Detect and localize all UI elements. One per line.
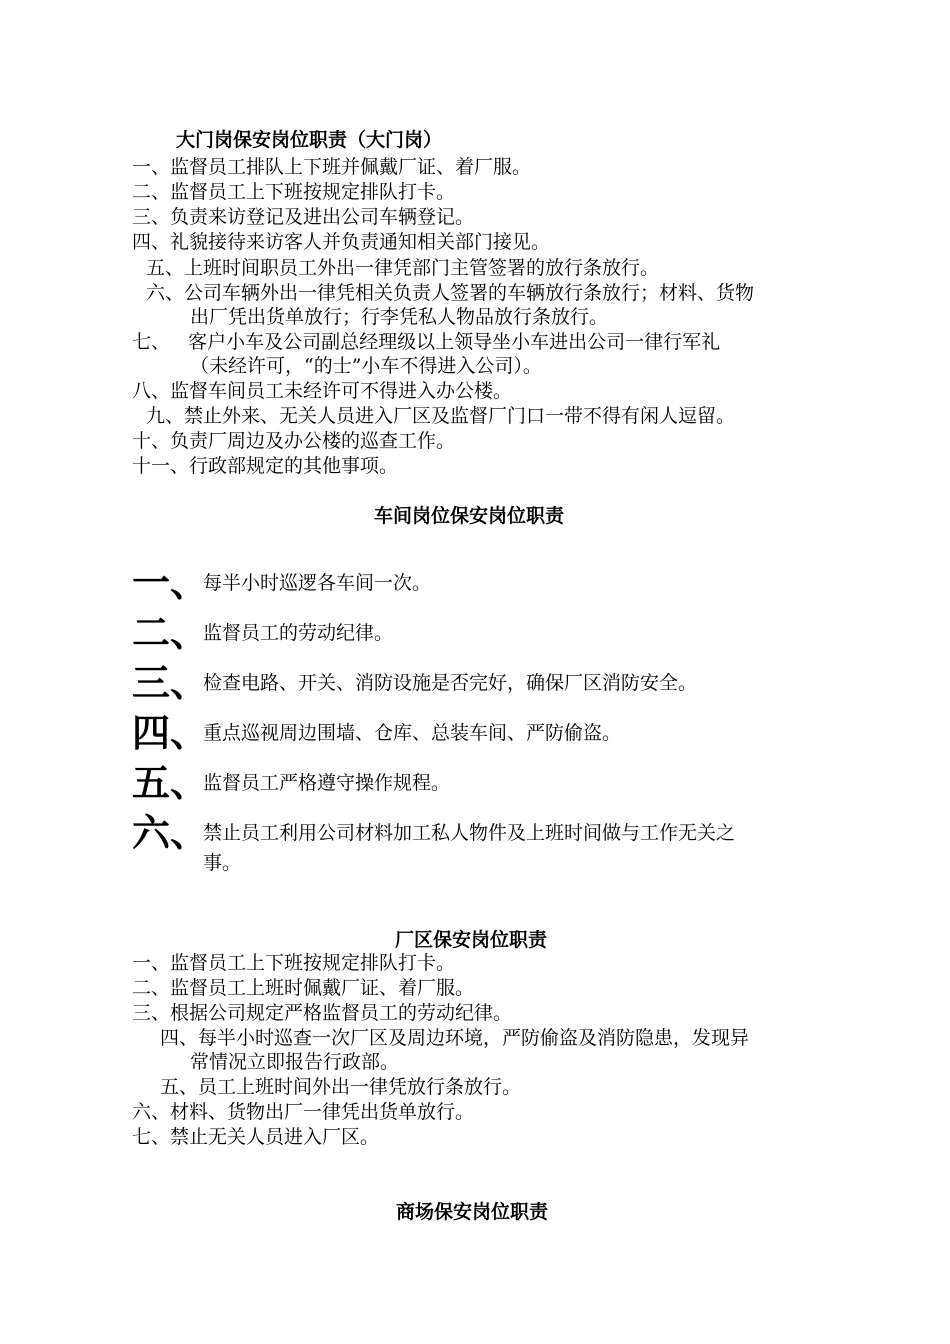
section1-item: 二、监督员工上下班按规定排队打卡。: [132, 181, 456, 203]
section2-text: 监督员工严格遵守操作规程。: [203, 772, 451, 794]
section3-item: 六、材料、货物出厂一律凭出货单放行。: [132, 1101, 475, 1123]
section2-num: 六、: [132, 810, 209, 855]
section3-title: 厂区保安岗位职责: [395, 929, 548, 951]
section2-text: 重点巡视周边围墙、仓库、总装车间、严防偷盗。: [203, 722, 622, 744]
section2-num: 五、: [132, 760, 209, 805]
section3-item: 一、监督员工上下班按规定排队打卡。: [132, 952, 456, 974]
section3-item: 七、禁止无关人员进入厂区。: [132, 1126, 380, 1148]
section2-text: 每半小时巡逻各车间一次。: [203, 572, 432, 594]
section1-item-cont: （未经许可，“的士”小车不得进入公司）。: [190, 355, 542, 377]
section1-item: 三、负责来访登记及进出公司车辆登记。: [132, 206, 475, 228]
section1-item: 六、公司车辆外出一律凭相关负责人签署的车辆放行条放行；材料、货物: [146, 282, 755, 304]
section3-item: 五、员工上班时间外出一律凭放行条放行。: [160, 1076, 522, 1098]
section2-text: 禁止员工利用公司材料加工私人物件及上班时间做与工作无关之: [203, 822, 736, 844]
section2-title: 车间岗位保安岗位职责: [374, 505, 565, 527]
section1-item-cont: 出厂凭出货单放行；行李凭私人物品放行条放行。: [190, 306, 609, 328]
section2-text-cont: 事。: [203, 852, 242, 874]
section1-item: 五、上班时间职员工外出一律凭部门主管签署的放行条放行。: [146, 257, 660, 279]
section1-item: 九、禁止外来、无关人员进入厂区及监督厂门口一带不得有闲人逗留。: [146, 405, 736, 427]
section4-title: 商场保安岗位职责: [396, 1201, 549, 1223]
section3-item: 三、根据公司规定严格监督员工的劳动纪律。: [132, 1002, 513, 1024]
section3-item: 二、监督员工上班时佩戴厂证、着厂服。: [132, 977, 475, 999]
section2-num: 二、: [132, 610, 209, 655]
section1-item: 十、负责厂周边及办公楼的巡查工作。: [132, 430, 456, 452]
section1-title: 大门岗保安岗位职责（大门岗）: [176, 129, 443, 151]
section2-num: 四、: [132, 710, 209, 755]
section2-text: 监督员工的劳动纪律。: [203, 622, 394, 644]
section3-item: 四、每半小时巡查一次厂区及周边环境，严防偷盗及消防隐患，发现异: [160, 1027, 750, 1049]
section1-item: 七、 客户小车及公司副总经理级以上领导坐小车进出公司一律行军礼: [132, 331, 721, 353]
section2-num: 一、: [132, 560, 209, 605]
section1-item: 十一、行政部规定的其他事项。: [132, 455, 399, 477]
section1-item: 四、礼貌接待来访客人并负责通知相关部门接见。: [132, 231, 551, 253]
section1-item: 一、监督员工排队上下班并佩戴厂证、着厂服。: [132, 156, 532, 178]
section1-item: 八、监督车间员工未经许可不得进入办公楼。: [132, 380, 513, 402]
section2-num: 三、: [132, 660, 209, 705]
section3-item-cont: 常情况立即报告行政部。: [190, 1051, 400, 1073]
section2-text: 检查电路、开关、消防设施是否完好，确保厂区消防安全。: [203, 672, 698, 694]
